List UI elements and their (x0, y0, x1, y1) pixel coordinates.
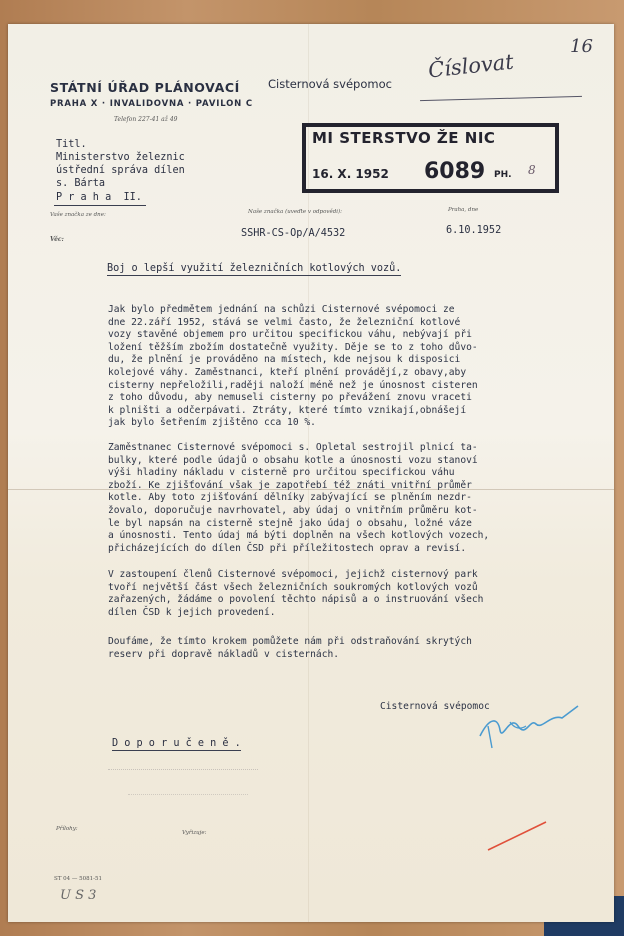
stamp-title: MI STERSTVO ŽE NIC (312, 129, 496, 147)
delivery-note: D o p o r u č e n ě . (112, 738, 241, 749)
text-line: kolejové váhy. Zaměstnanci, kteří plnění provádějí,z obavy,aby (108, 366, 467, 378)
subject-title: Boj o lepší využití železničních kotlových vozů. (107, 263, 402, 274)
recipient-line-1: Titl. (56, 139, 87, 150)
handwritten-note: Číslovat (426, 49, 515, 83)
stamp-suffix: PH. (494, 170, 512, 180)
text-line: z toho důvodu, aby nemuseli cisterny po převážení znovu vraceti (108, 392, 472, 404)
our-ref-label: Naše značka (uveďte v odpovědi): (248, 209, 343, 215)
stamp-number: 6089 (424, 159, 486, 184)
form-code: ST 04 — 5081-51 (54, 876, 103, 882)
text-line: bulky, které podle údajů o obsahu kotle a únosnosti vozu stanoví (108, 454, 478, 466)
text-line: žovalo, doporučuje navrhovatel, aby údaj o vnitřním průměru kot- (108, 504, 478, 516)
text-line: jak bylo šetřením zjištěno cca 10 %. (108, 417, 316, 429)
handwritten-signature (470, 696, 585, 751)
recipient-line-4: s. Bárta (56, 178, 106, 189)
text-line: tvoří největší část všech železničních soukromých kotlových vozů (108, 581, 478, 593)
text-line: ložení těžším zbožím dostatečně využity. Děje se to z toho důvo- (108, 341, 478, 353)
date-value: 6.10.1952 (446, 225, 502, 236)
recipient-line-2: Ministerstvo železnic (56, 152, 185, 163)
letter-page (8, 24, 614, 922)
letterhead-phone: Telefon 227-41 až 49 (114, 116, 178, 123)
letterhead-org: STÁTNÍ ÚŘAD PLÁNOVACÍ (50, 80, 240, 95)
text-line: reserv při dopravě nákladů v cisternách. (108, 648, 340, 660)
paragraph-1 (108, 304, 478, 430)
recipient-line-3: ústřední správa dílen (56, 165, 185, 176)
text-line: k plništi a odčerpávati. Ztráty, které tímto vznikají,obnášejí (108, 404, 467, 416)
bleed-through-mark (108, 769, 258, 771)
stamp-date: 16. X. 1952 (312, 167, 389, 181)
attachments-label: Přílohy: (56, 826, 78, 832)
text-line: zařazených, žádáme o povolení těchto nápisů a o instruování všech (108, 594, 484, 606)
paragraph-3 (108, 569, 483, 619)
text-line: le byl napsán na cisterně stejně jako údaj o obsahu, ložné váze (108, 517, 472, 529)
letterhead-address: PRAHA X · INVALIDOVNA · PAVILON C (50, 99, 253, 109)
recipient-city: P r a h a II. (54, 191, 146, 206)
text-line: kotle. Aby toto zjišťování dělníky zabývající se plněním nezdr- (108, 492, 472, 504)
text-line: a únosnosti. Tento údaj má býti doplněn na všech kotlových vozech, (108, 530, 490, 542)
text-line: dílen ČSD k jejich provedení. (108, 606, 276, 618)
handled-by-label: Vyřizuje: (182, 830, 207, 836)
text-line: Doufáme, že tímto krokem pomůžete nám při odstraňování skrytých (108, 636, 472, 647)
text-line: výši hladiny nákladu v cisterně pro určitou specifickou váhu (108, 467, 455, 479)
handwritten-code: U S 3 (60, 888, 97, 903)
bleed-through-mark (128, 794, 248, 796)
text-line: vozy stavěné objemem pro určitou specifickou váhu, nebývají při (108, 329, 472, 341)
text-line: Jak bylo předmětem jednání na schůzi Cisternové svépomoci ze (108, 304, 455, 315)
handwritten-underline (420, 96, 582, 101)
your-ref-label: Vaše značka ze dne: (50, 212, 106, 218)
paragraph-2 (108, 442, 489, 555)
date-label: Praha, dne (448, 207, 479, 213)
text-line: dne 22.září 1952, stává se velmi často, že železniční kotlové (108, 316, 461, 328)
stamp-handwriting: 8 (528, 163, 536, 177)
text-line: cisterny nepřeložili,raději naloží méně než je únosnost cisteren (108, 379, 478, 391)
text-line: V zastoupení členů Cisternové svépomoci, jejichž cisternový park (108, 569, 478, 580)
text-line: Zaměstnanec Cisternové svépomoci s. Opletal sestrojil plnicí ta- (108, 442, 478, 453)
registry-stamp (302, 123, 559, 193)
text-line: du, že plnění je prováděno na místech, kde nejsou k disposici (108, 354, 461, 366)
paragraph-4 (108, 636, 472, 661)
subject-label: Věc: (50, 236, 64, 243)
page-mark: 16 (570, 36, 593, 57)
signature-org: Cisternová svépomoc (380, 701, 490, 712)
text-line: přicházejících do dílen ČSD při příležitostech oprav a revisí. (108, 542, 467, 554)
red-pencil-mark (484, 816, 554, 856)
our-ref-value: SSHR-CS-Op/A/4532 (241, 228, 346, 239)
text-line: zboží. Ke zjišťování však je zapotřebí též znáti vnitřní průměr (108, 479, 472, 491)
letterhead-section: Cisternová svépomoc (268, 77, 392, 91)
